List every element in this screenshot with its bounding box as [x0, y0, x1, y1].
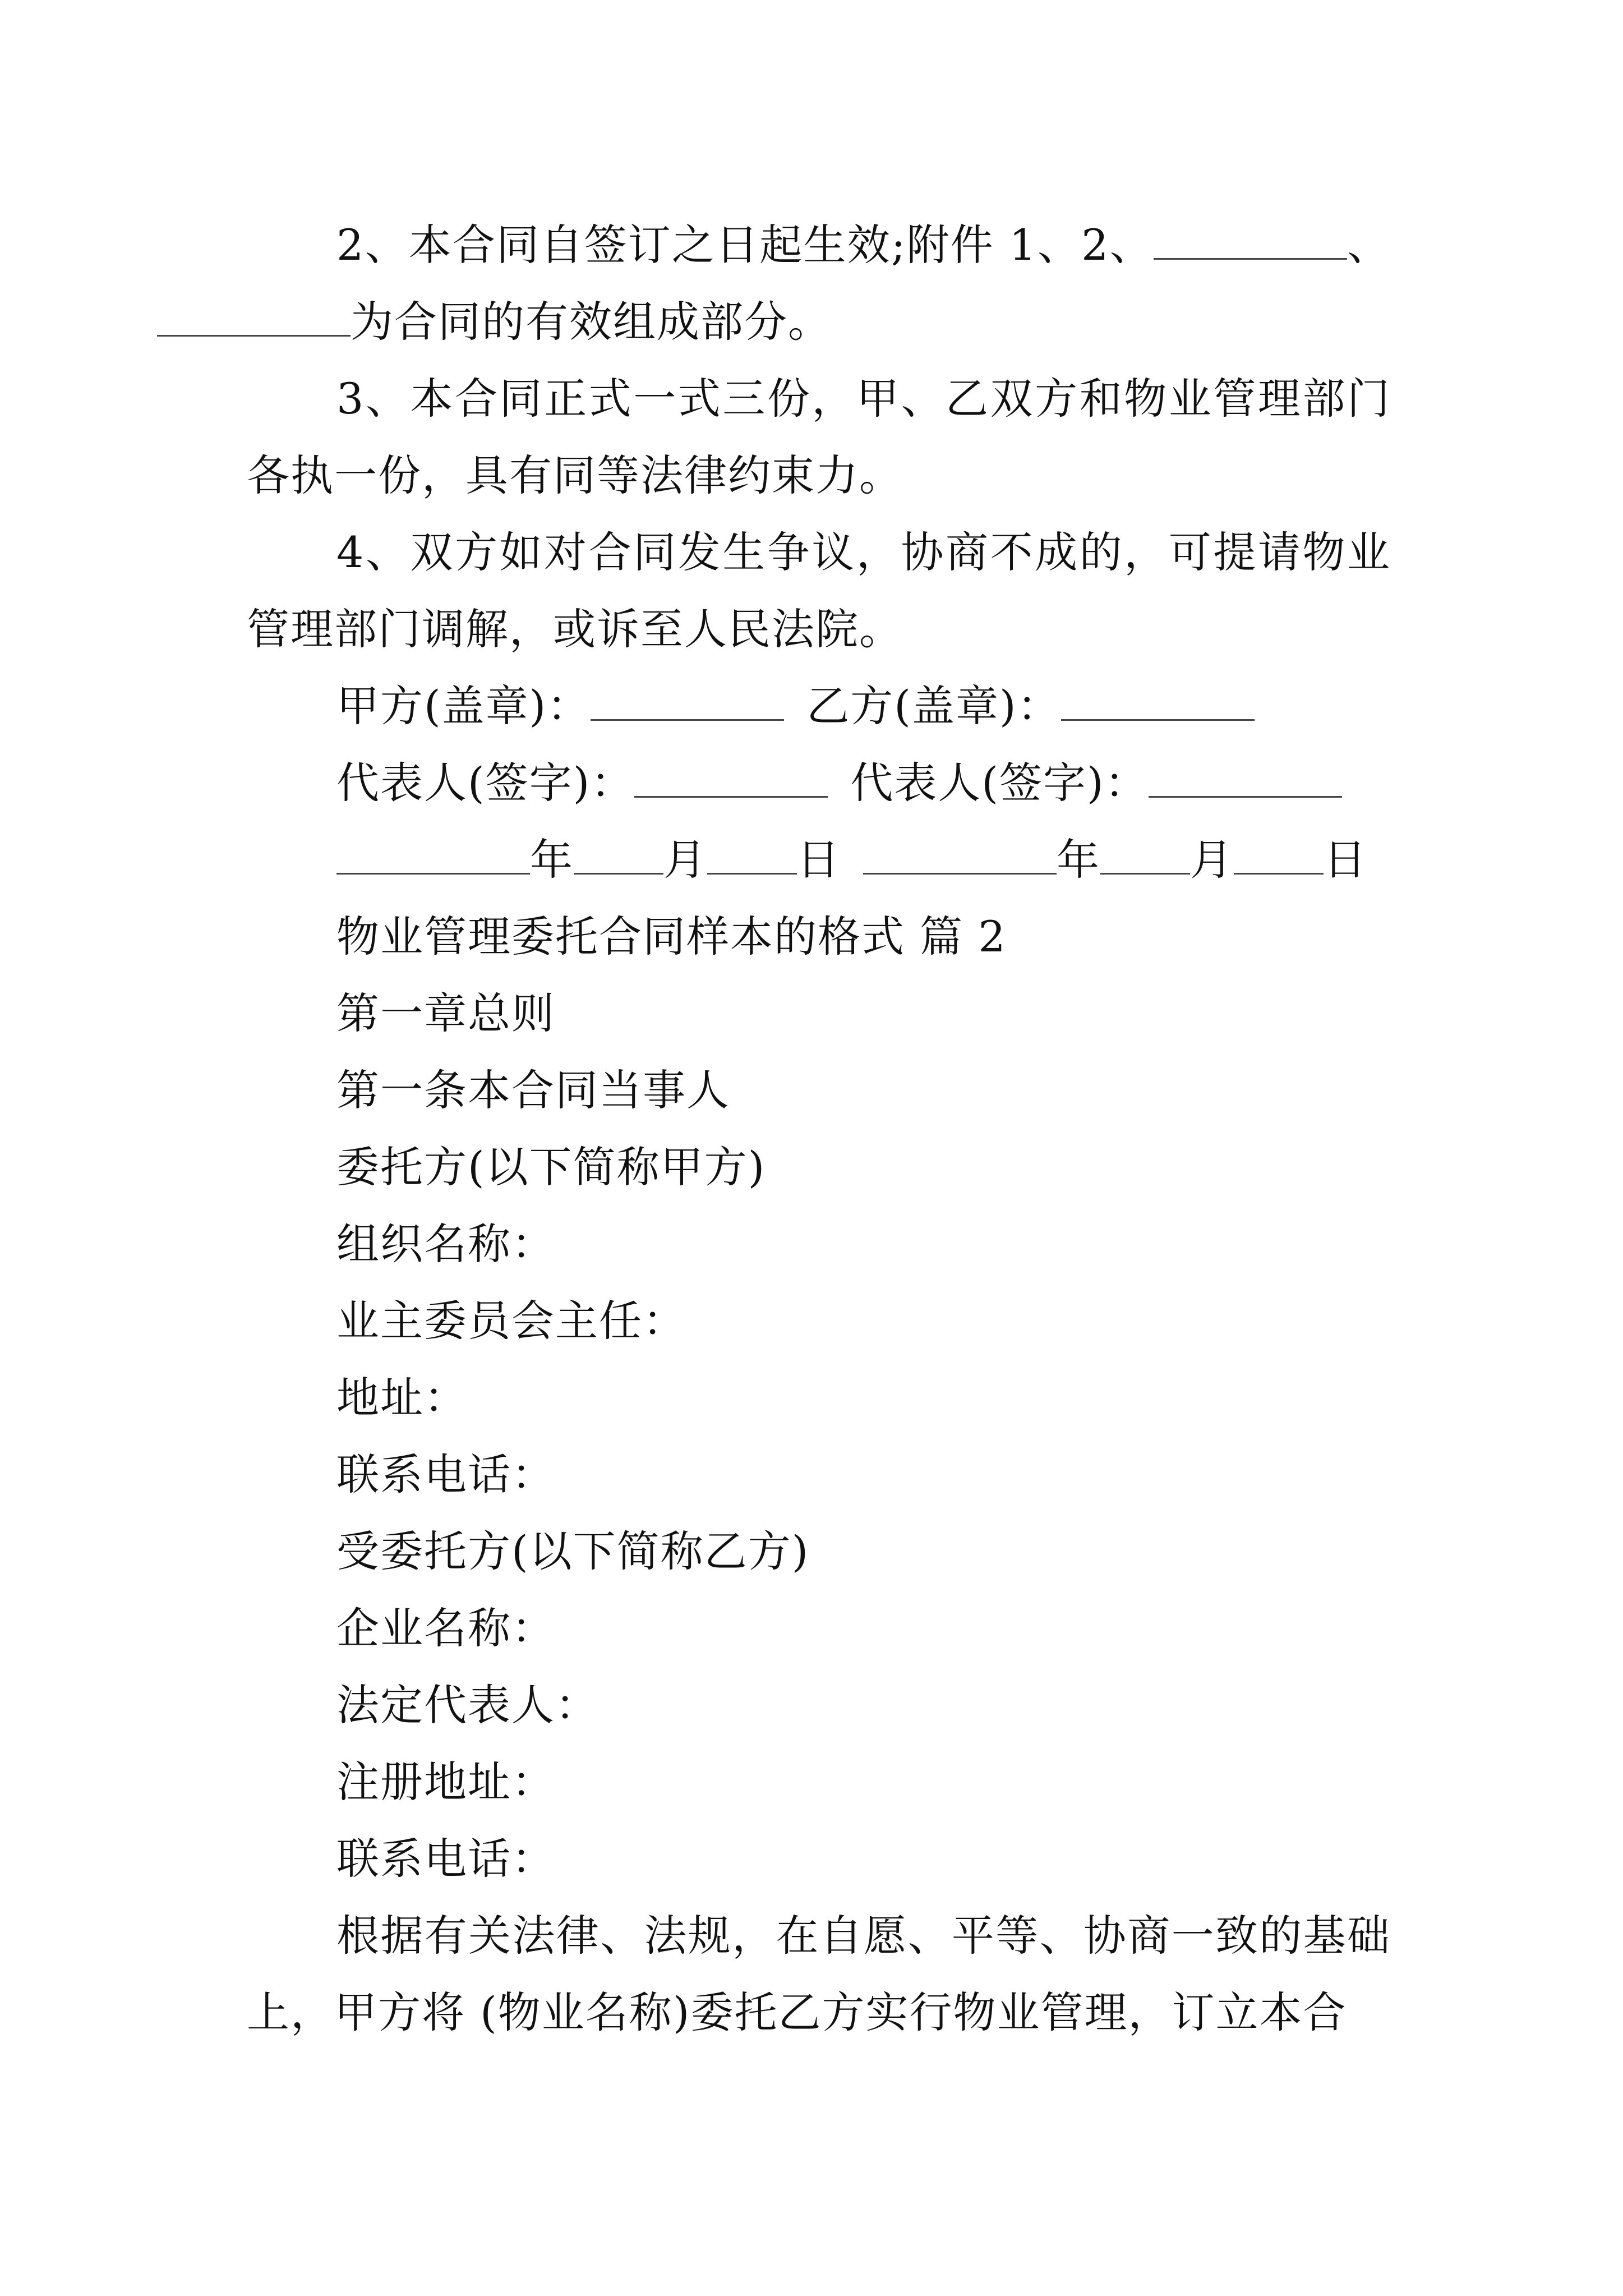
- clause-2-text-a: 2、本合同自签订之日起生效;附件 1、2、: [336, 220, 1154, 270]
- rep-b-sign-label: 代表人(签字)：: [850, 758, 1149, 808]
- clause-2-text-b: 为合同的有效组成部分。: [351, 297, 832, 347]
- date-b-month-blank: [1100, 830, 1190, 875]
- committee-head-field: 业主委员会主任：: [336, 1296, 686, 1346]
- party-a-seal-blank: [591, 677, 784, 721]
- date-a-year-label: 年: [530, 835, 574, 885]
- clause-4: 4、双方如对合同发生争议，协商不成的，可提请物业管理部门调解，或诉至人民法院。: [247, 527, 1391, 654]
- date-b-month-label: 月: [1190, 835, 1234, 885]
- phone-b-field: 联系电话：: [336, 1834, 555, 1884]
- clause-2: [247, 206, 1391, 360]
- rep-a-sign-blank: [634, 753, 828, 798]
- date-b-day-blank: [1234, 830, 1324, 875]
- representative-line: [247, 744, 1391, 821]
- agent-label: 受委托方(以下简称乙方): [336, 1526, 810, 1576]
- reg-address-field: 注册地址：: [336, 1757, 555, 1807]
- chapter-heading: 第一章总则: [336, 988, 555, 1038]
- date-a-month-label: 月: [663, 835, 707, 885]
- document-body: [247, 206, 1391, 2051]
- date-b-day-label: 日: [1324, 835, 1367, 885]
- clause-3: 3、本合同正式一式三份，甲、乙双方和物业管理部门各执一份，具有同等法律约束力。: [247, 374, 1391, 500]
- rep-b-sign-blank: [1149, 753, 1342, 798]
- date-b-year-blank: [863, 830, 1057, 875]
- legal-rep-field: 法定代表人：: [336, 1680, 599, 1730]
- date-a-day-label: 日: [797, 835, 841, 885]
- date-a-month-blank: [574, 830, 663, 875]
- address-field: 地址：: [336, 1373, 468, 1423]
- date-a-day-blank: [707, 830, 797, 875]
- rep-a-sign-label: 代表人(签字)：: [336, 758, 635, 808]
- date-a-year-blank: [336, 830, 530, 875]
- clause-2-separator: 、: [1347, 220, 1391, 270]
- org-name-field: 组织名称：: [336, 1219, 555, 1269]
- seal-line: [247, 668, 1391, 744]
- article-1: 第一条本合同当事人: [336, 1065, 730, 1115]
- section-2-heading: 物业管理委托合同样本的格式 篇 2: [336, 912, 1007, 961]
- date-line: [247, 821, 1391, 898]
- party-b-seal-label: 乙方(盖章)：: [806, 681, 1061, 731]
- date-b-year-label: 年: [1057, 835, 1100, 885]
- blank-attachment-4: [157, 292, 351, 337]
- phone-a-field: 联系电话：: [336, 1450, 555, 1499]
- party-a-seal-label: 甲方(盖章)：: [336, 681, 591, 731]
- principal-label: 委托方(以下简称甲方): [336, 1142, 766, 1192]
- company-name-field: 企业名称：: [336, 1603, 555, 1653]
- party-b-seal-blank: [1061, 677, 1255, 721]
- preamble-paragraph: 根据有关法律、法规，在自愿、平等、协商一致的基础上，甲方将 (物业名称)委托乙方实行物业管理，订立本合: [247, 1911, 1391, 2037]
- blank-attachment-3: [1154, 215, 1347, 260]
